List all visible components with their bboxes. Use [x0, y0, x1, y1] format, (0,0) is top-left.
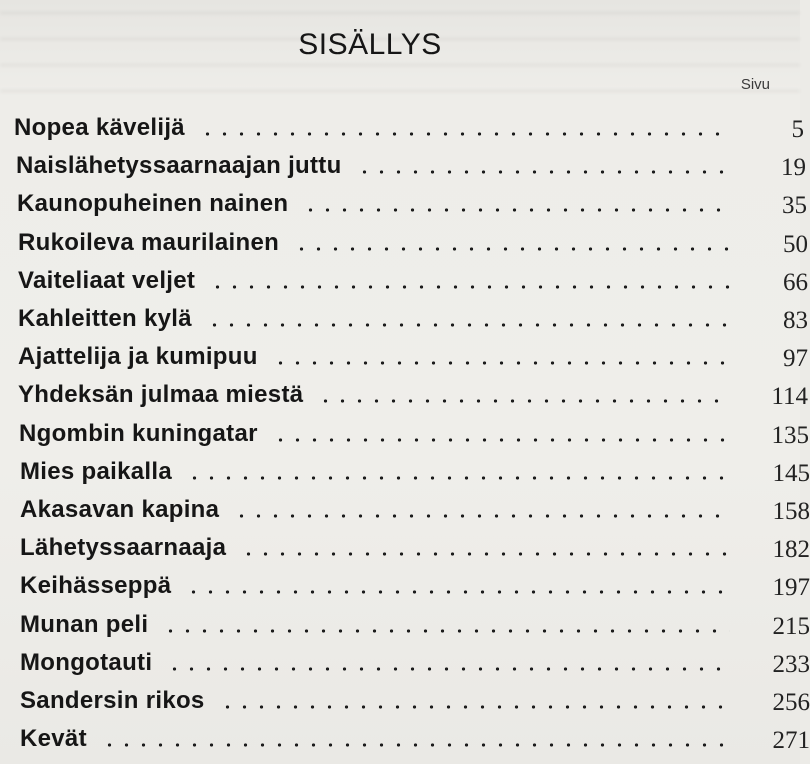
toc-entry — [17, 186, 807, 224]
toc-entry-title: Rukoileva maurilainen — [18, 228, 280, 256]
toc-entry — [20, 568, 810, 606]
toc-entry-page: 19 — [781, 154, 806, 182]
toc-entry — [19, 416, 809, 454]
toc-entry-page: 35 — [782, 192, 807, 220]
toc-entry-title: Vaiteliaat veljet — [18, 266, 196, 294]
toc-entry-page: 145 — [772, 459, 810, 487]
toc-entry-title: Mies paikalla — [20, 457, 172, 485]
dot-leader — [209, 283, 730, 291]
toc-entry-page: 97 — [783, 345, 808, 373]
toc-entry — [20, 454, 810, 492]
toc-entry — [20, 492, 810, 530]
dot-leader — [206, 321, 730, 329]
toc-entry-page: 158 — [772, 498, 810, 525]
toc-entry-page: 66 — [783, 268, 808, 296]
toc-entry-page: 182 — [772, 536, 810, 564]
toc-entry — [18, 339, 808, 377]
toc-entry — [18, 225, 808, 263]
toc-entry-page: 271 — [772, 727, 810, 755]
toc-entry-title: Munan peli — [20, 610, 149, 638]
toc-entry-title: Kahleitten kylä — [18, 305, 192, 332]
toc-entry — [18, 301, 808, 339]
dot-leader — [302, 206, 730, 214]
dot-leader — [356, 168, 730, 176]
dot-leader — [272, 436, 730, 444]
toc-entry-page: 135 — [771, 421, 809, 449]
toc-entry — [20, 721, 810, 759]
toc-entry-page: 197 — [772, 574, 810, 602]
toc-entry-title: Ajattelija ja kumipuu — [18, 343, 258, 371]
dot-leader — [101, 741, 730, 749]
toc-entry — [20, 645, 810, 683]
dot-leader — [219, 703, 730, 711]
toc-entry-title: Lähetyssaarnaaja — [20, 534, 227, 562]
page-title: SISÄLLYS — [298, 28, 442, 61]
toc-entry-title: Nopea kävelijä — [14, 114, 185, 141]
dot-leader — [272, 359, 730, 367]
toc-entry-title: Naislähetyssaarnaajan juttu — [16, 152, 342, 180]
dot-leader — [293, 245, 730, 253]
toc-entry-title: Kevät — [20, 725, 87, 753]
toc-entry — [20, 683, 810, 721]
page-column-label: Sivu — [740, 76, 770, 93]
toc-entry-title: Sandersin rikos — [20, 687, 205, 714]
dot-leader — [185, 588, 730, 596]
toc-entry — [14, 110, 804, 148]
toc-entry — [20, 530, 810, 568]
toc-entry-page: 5 — [791, 116, 804, 143]
toc-entry-title: Kaunopuheinen nainen — [17, 190, 289, 218]
toc-entry-page: 83 — [783, 307, 808, 334]
toc-entry-title: Keihässeppä — [20, 572, 172, 600]
toc-entry — [18, 377, 808, 415]
dot-leader — [233, 512, 730, 520]
toc-entry-title: Mongotauti — [20, 648, 153, 676]
dot-leader — [199, 130, 730, 138]
dot-leader — [317, 397, 730, 405]
toc-entry-page: 114 — [771, 383, 808, 411]
toc-entry-title: Ngombin kuningatar — [19, 419, 258, 447]
toc-entry-title: Yhdeksän julmaa miestä — [18, 381, 304, 409]
dot-leader — [162, 627, 730, 635]
toc-entry-title: Akasavan kapina — [20, 496, 220, 523]
toc-entry-page: 50 — [783, 230, 808, 258]
dot-leader — [240, 550, 730, 558]
dot-leader — [186, 474, 730, 482]
toc-entry — [18, 263, 808, 301]
toc-entry-page: 233 — [772, 650, 810, 678]
toc-entry — [20, 607, 810, 645]
dot-leader — [166, 665, 730, 673]
toc-entry-page: 256 — [772, 689, 810, 716]
toc-entry-page: 215 — [772, 612, 810, 640]
toc-entry — [16, 148, 806, 186]
